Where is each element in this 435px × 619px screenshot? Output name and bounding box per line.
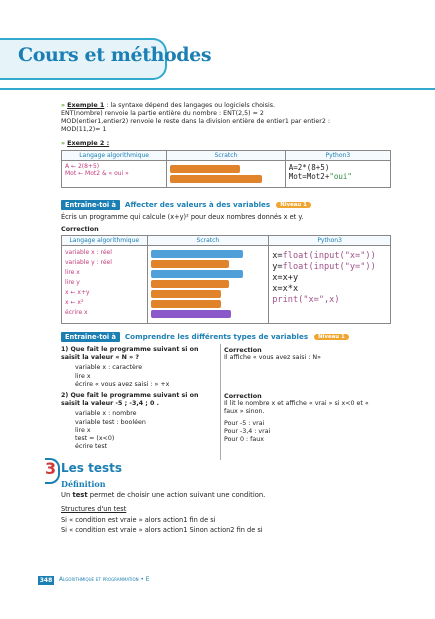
- example-1-line: MOD(11,2)= 1: [61, 126, 107, 133]
- structure-line: Si « condition est vraie » alors action1 fin de si: [61, 516, 216, 524]
- structure-line: Si « condition est vraie » alors action1 Sinon action2 fin de si: [61, 526, 263, 534]
- algo-line: variable y : réel: [65, 259, 112, 266]
- question-title: 1) Que fait le programme suivant si on saisit la valeur « N » ?: [61, 346, 199, 362]
- scratch-block: [170, 165, 240, 173]
- question-1: [61, 346, 213, 389]
- example-1: [61, 101, 391, 134]
- scratch-block: [151, 260, 229, 268]
- definition-heading: Définition: [61, 479, 106, 489]
- scratch-block: [151, 280, 229, 288]
- correction-line: Pour 0 : faux: [224, 436, 264, 444]
- algo-line: écrire test: [75, 443, 108, 451]
- algo-line: lire x: [65, 269, 80, 276]
- correction-line: Pour -3,4 : vrai: [224, 427, 271, 435]
- example-2-table: [61, 150, 391, 188]
- section-title: Les tests: [61, 461, 123, 475]
- python-call: float(input("y=")): [282, 262, 376, 272]
- level-badge: Niveau 1: [314, 334, 349, 340]
- python-string: "oui": [329, 172, 352, 181]
- correction-1: [224, 346, 384, 362]
- python-line: x=x*x: [272, 284, 299, 294]
- python-line: Mot=Mot2+: [288, 172, 330, 181]
- exercise-1-table: [61, 235, 391, 324]
- correction-text: Il affiche « vous avez saisi : N»: [224, 354, 321, 362]
- divider: [220, 344, 221, 460]
- col-header: Langage algorithmique: [62, 151, 167, 161]
- algo-line: test = (x<0): [75, 435, 115, 443]
- exercise-title: Comprendre les différents types de variables: [124, 332, 309, 341]
- example-1-text: : la syntaxe dépend des langages ou logiciels choisis.: [104, 102, 275, 109]
- col-header: Python3: [285, 151, 390, 161]
- chevron-icon: »: [61, 102, 66, 109]
- scratch-block: [151, 290, 221, 298]
- page-title: Cours et méthodes: [18, 44, 212, 66]
- exercise-title: Affecter des valeurs à des variables: [124, 200, 271, 209]
- algo-line: variable x : caractère: [75, 364, 143, 372]
- algo-line: écrire « vous avez saisi : » +x: [75, 380, 170, 388]
- correction-2: [224, 392, 384, 444]
- python-line: A=2*(8+5): [288, 163, 330, 172]
- python-line: y=: [272, 262, 283, 272]
- algo-line: x ← x+y: [65, 289, 90, 296]
- definition-text: Un test permet de choisir une action suivant une condition.: [61, 491, 266, 499]
- algo-line: variable x : réel: [65, 249, 112, 256]
- section-number: 3: [45, 459, 57, 478]
- scratch-block: [151, 270, 243, 278]
- footer-text: Algorithmique et programmation • E: [59, 577, 150, 583]
- python-line: print("x=",x): [272, 295, 340, 305]
- correction-label: Correction: [224, 392, 262, 400]
- exercise-intro: Écris un programme qui calcule (x+y)² pour deux nombres donnés x et y.: [61, 213, 304, 221]
- level-badge: Niveau 1: [276, 202, 311, 208]
- scratch-block: [170, 175, 262, 183]
- algo-line: Mot ← Mot2 & « oui »: [65, 170, 129, 177]
- chevron-icon: »: [61, 140, 66, 147]
- header-rule: [0, 88, 435, 90]
- python-line: x=x+y: [272, 273, 299, 283]
- correction-label: Correction: [61, 225, 99, 233]
- correction-line: Pour -5 : vrai: [224, 419, 265, 427]
- exercise-tag: Entraîne-toi à: [61, 332, 120, 342]
- scratch-block: [151, 300, 221, 308]
- exercise-banner-2: [61, 331, 349, 342]
- algo-line: variable test : booléen: [75, 418, 146, 426]
- col-header: Python3: [269, 236, 391, 246]
- python-line: x=: [272, 251, 283, 261]
- exercise-tag: Entraîne-toi à: [61, 200, 120, 210]
- scratch-block: [151, 310, 231, 318]
- scratch-block: [151, 250, 243, 258]
- page-number: 348: [39, 577, 53, 584]
- col-header: Scratch: [147, 236, 269, 246]
- correction-label: Correction: [224, 346, 262, 354]
- example-2-label: » Exemple 2 :: [61, 139, 110, 147]
- algo-line: A ← 2(8+5): [65, 163, 100, 170]
- question-2: [61, 392, 213, 451]
- algo-line: lire x: [75, 372, 91, 380]
- structures-heading: Structures d'un test: [61, 505, 127, 513]
- algo-line: x ← x²: [65, 299, 84, 306]
- col-header: Scratch: [167, 151, 285, 161]
- example-1-label: Exemple 1: [67, 101, 105, 109]
- algo-line: variable x : nombre: [75, 410, 137, 418]
- example-1-line: MOD(entier1,entier2) renvoie le reste dans la division entière de entier1 par entier2 :: [61, 118, 331, 125]
- exercise-banner-1: [61, 199, 311, 210]
- question-title: 2) Que fait le programme suivant si on saisit la valeur -5 ; -3,4 ; 0 .: [61, 392, 199, 408]
- algo-line: lire x: [75, 426, 91, 434]
- col-header: Langage algorithmique: [62, 236, 148, 246]
- algo-line: lire y: [65, 279, 80, 286]
- example-1-line: ENT(nombre) renvoie la partie entière du nombre : ENT(2,5) = 2: [61, 110, 264, 117]
- algo-line: écrire x: [65, 309, 88, 316]
- correction-text: Il lit le nombre x et affiche « vrai » si x<0 et « faux » sinon.: [224, 400, 369, 416]
- python-call: float(input("x=")): [282, 251, 376, 261]
